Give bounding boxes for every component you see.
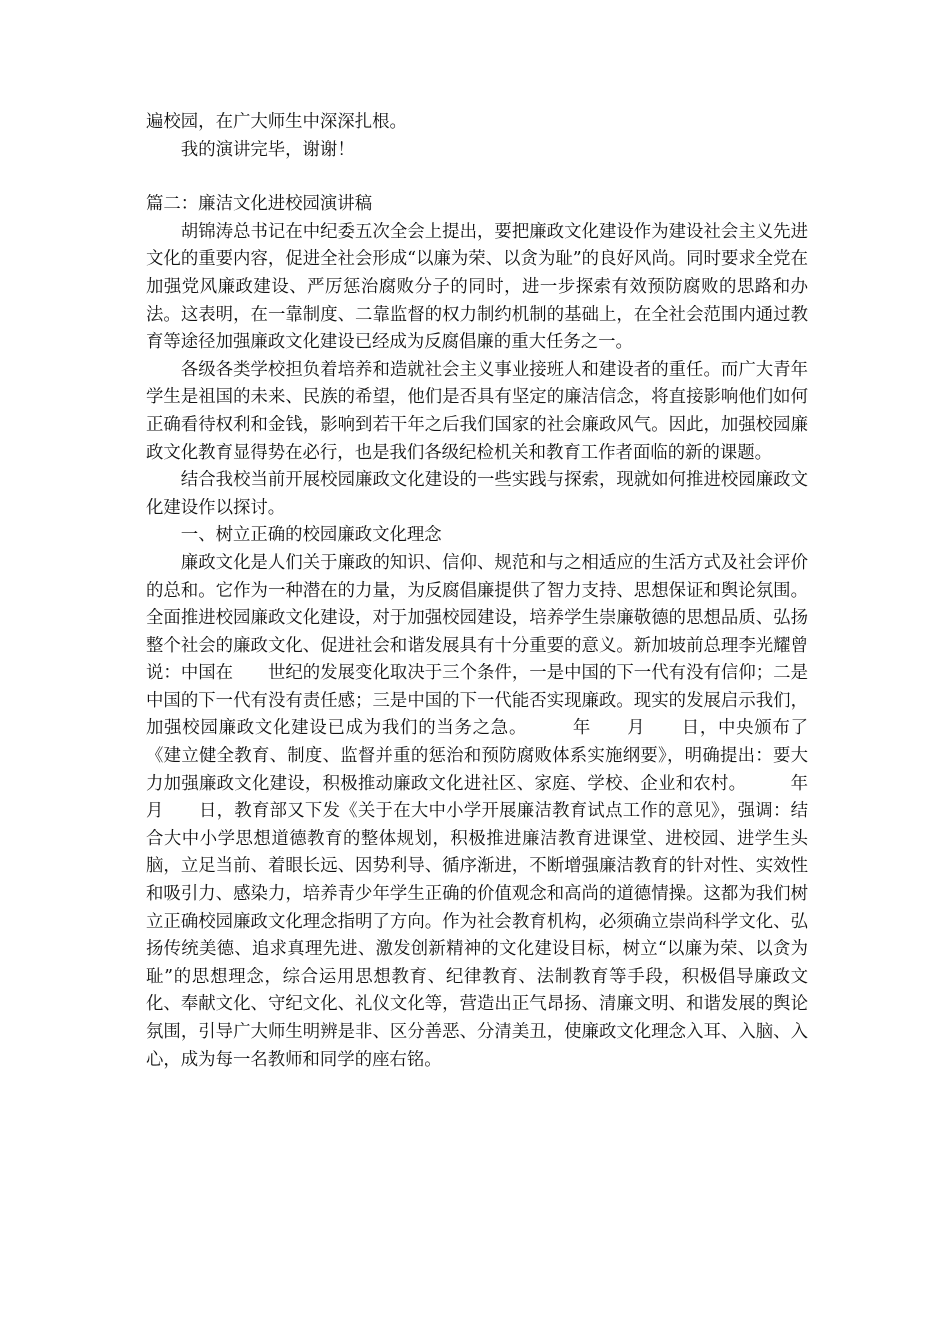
section-title: 篇二：廉洁文化进校园演讲稿	[146, 194, 373, 215]
paragraph-closing: 我的演讲完毕，谢谢！	[180, 139, 355, 160]
paragraph-concept: 廉政文化是人们关于廉政的知识、信仰、规范和与之相适应的生活方式及社会评价的总和。它作为一种潜在的力量，为反腐倡廉提供了智力支持、思想保证和舆论氛围。全面推进校园廉政文化建设，对于加强校园建设，培养学生崇廉敬德的思想品质、弘扬整个社会的廉政文化、促进社会和谐发展具有十分重要的意义。新加坡前总理李光耀曾说：中国在 世纪的发展变化取决于三个条件，一是中国的下一代有没有信仰；二是中国的下一代有没有责任感；三是中国的下一代能否实现廉政。现实的发展启示我们，加强校园廉政文化建设已成为我们的当务之急。 年 月 日，中央颁布了《建立健全教育、制度、监督并重的惩治和预防腐败体系实施纲要》，明确提出：要大力加强廉政文化建设，积极推动廉政文化进社区、家庭、学校、企业和农村。 年 月 日，教育部又下发《关于在大中小学开展廉洁教育试点工作的意见》，强调：结合大中小学思想道德教育的整体规划，积极推进廉洁教育进课堂、进校园、进学生头脑，立足当前、着眼长远、因势利导、循序渐进，不断增强廉洁教育的针对性、实效性和吸引力、感染力，培养青少年学生正确的价值观念和高尚的道德情操。这都为我们树立正确校园廉政文化理念指明了方向。作为社会教育机构，必须确立崇尚科学文化、弘扬传统美德、追求真理先进、激发创新精神的文化建设目标，树立“以廉为荣、以贪为耻”的思想理念，综合运用思想教育、纪律教育、法制教育等手段，积极倡导廉政文化、奉献文化、守纪文化、礼仪文化等，营造出正气昂扬、清廉文明、和谐发展的舆论氛围，引导广大师生明辨是非、区分善恶、分清美丑，使廉政文化理念入耳、入脑、入心，成为每一名教师和同学的座右铭。	[146, 552, 843, 1070]
paragraph-schools: 各级各类学校担负着培养和造就社会主义事业接班人和建设者的重任。而广大青年学生是祖国的未来、民族的希望，他们是否具有坚定的廉洁信念，将直接影响他们如何正确看待权利和金钱，影响到若干年之后我们国家的社会廉政风气。因此，加强校园廉政文化教育显得势在必行，也是我们各级纪检机关和教育工作者面临的新的课题。	[146, 359, 808, 463]
paragraph-intro: 胡锦涛总书记在中纪委五次全会上提出，要把廉政文化建设作为建设社会主义先进文化的重要内容，促进全社会形成“以廉为荣、以贪为耻”的良好风尚。同时要求全党在加强党风廉政建设、严厉惩治腐败分子的同时，进一步探索有效预防腐败的思路和办法。这表明，在一靠制度、二靠监督的权力制约机制的基础上，在全社会范围内通过教育等途径加强廉政文化建设已经成为反腐倡廉的重大任务之一。	[146, 221, 808, 353]
paragraph-practice: 结合我校当前开展校园廉政文化建设的一些实践与探索，现就如何推进校园廉政文化建设作以探讨。	[146, 470, 808, 518]
subheading-one: 一、树立正确的校园廉政文化理念	[180, 525, 442, 546]
paragraph-continuation: 遍校园，在广大师生中深深扎根。	[146, 112, 407, 132]
document-page	[146, 109, 843, 1074]
blank-line	[146, 164, 808, 191]
